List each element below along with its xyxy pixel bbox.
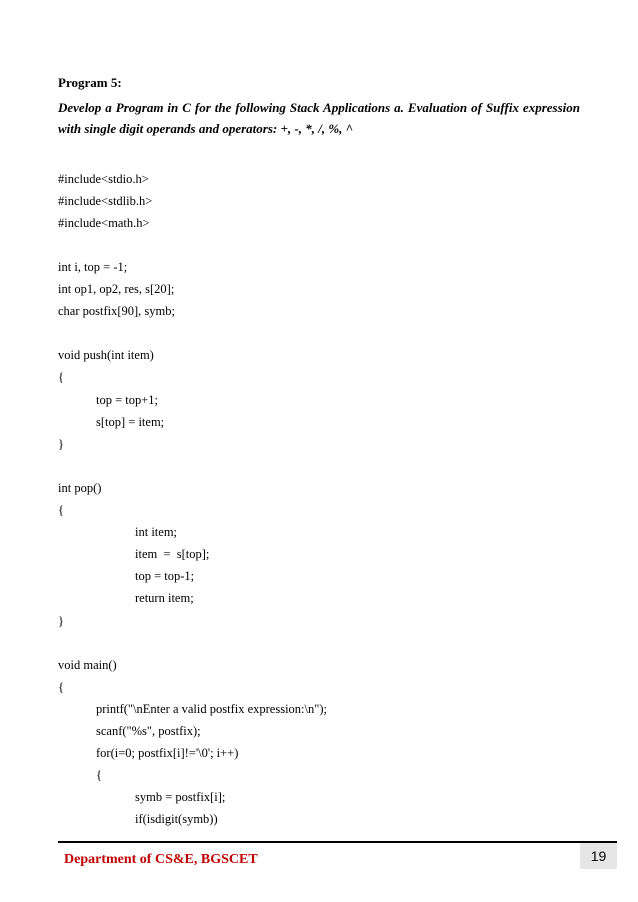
code-line: printf("\nEnter a valid postfix expression:\n"); (96, 702, 327, 716)
code-line: symb = postfix[i]; (135, 790, 226, 804)
program-heading: Program 5: (58, 75, 122, 90)
code-line: int i, top = -1; (58, 260, 128, 274)
code-line: #include<stdio.h> (58, 172, 149, 186)
code-line: int item; (135, 525, 178, 539)
code-line: for(i=0; postfix[i]!='\0'; i++) (96, 746, 239, 760)
code-line: #include<math.h> (58, 216, 150, 230)
code-line: { (58, 680, 64, 694)
code-line: #include<stdlib.h> (58, 194, 153, 208)
code-line: { (58, 503, 64, 517)
code-line: top = top-1; (135, 569, 195, 583)
code-line: void push(int item) (58, 348, 154, 362)
code-line: return item; (135, 591, 194, 605)
footer-department: Department of CS&E, BGSCET (64, 852, 258, 867)
code-line: top = top+1; (96, 393, 159, 407)
code-line: int op1, op2, res, s[20]; (58, 282, 175, 296)
code-line: } (58, 437, 64, 451)
code-line: { (58, 370, 64, 384)
code-line: scanf("%s", postfix); (96, 724, 201, 738)
code-line: { (96, 768, 102, 782)
code-line: int pop() (58, 481, 102, 495)
page-number: 19 (580, 843, 617, 869)
program-description: Develop a Program in C for the following Stack Applications a. Evaluation of Suffix expression with single digit operands and operators: +, -, *, /, %, ^ (58, 100, 580, 136)
code-line: item = s[top]; (135, 547, 210, 561)
code-line: void main() (58, 658, 117, 672)
code-line: } (58, 614, 64, 628)
code-line: s[top] = item; (96, 415, 165, 429)
code-line: char postfix[90], symb; (58, 304, 175, 318)
footer-divider (58, 841, 617, 843)
code-line: if(isdigit(symb)) (135, 812, 218, 826)
